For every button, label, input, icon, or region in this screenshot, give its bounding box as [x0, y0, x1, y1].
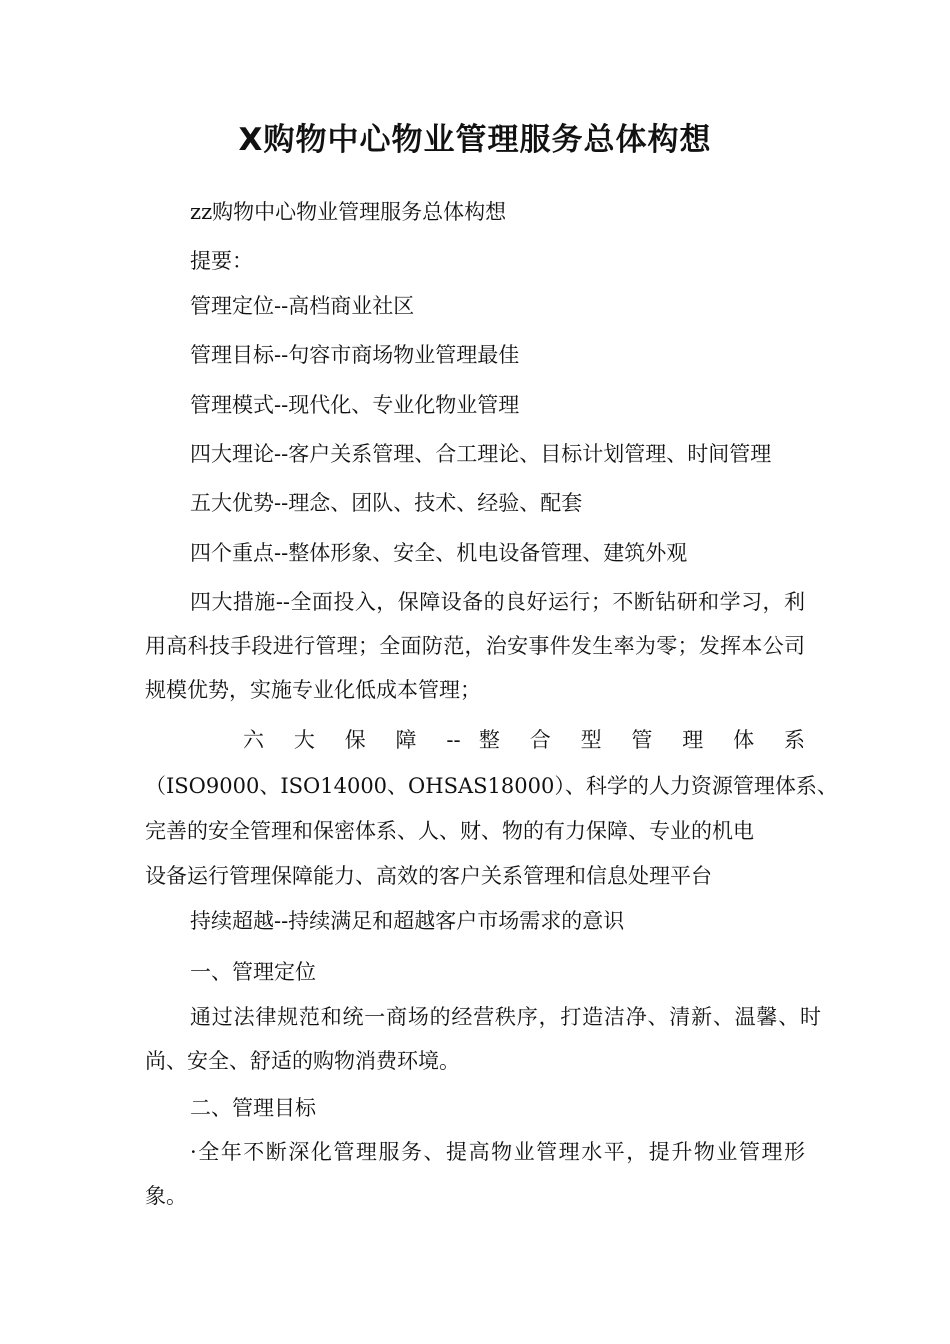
- subtitle: zz购物中心物业管理服务总体构想: [190, 200, 507, 224]
- guarantees-lead: 六 大 保 障 -- 整 合 型 管 理 体 系: [243, 728, 805, 752]
- section2-heading: 二、管理目标: [190, 1096, 316, 1120]
- guarantees-line: 设备运行管理保障能力、高效的客户关系管理和信息处理平台: [145, 864, 712, 888]
- summary-heading: 提要：: [190, 249, 253, 273]
- section2-body: ·全年不断深化管理服务、提高物业管理水平，提升物业管理形象。: [145, 1140, 805, 1208]
- guarantees-line: 完善的安全管理和保密体系、人、财、物的有力保障、专业的机电: [145, 819, 754, 843]
- summary-line-theories: 四大理论--客户关系管理、合工理论、目标计划管理、时间管理: [190, 442, 772, 466]
- summary-line-advantages: 五大优势--理念、团队、技术、经验、配套: [190, 491, 583, 515]
- continuous-line: 持续超越--持续满足和超越客户市场需求的意识: [190, 909, 625, 933]
- section1-heading: 一、管理定位: [190, 960, 316, 984]
- document-title: X购物中心物业管理服务总体构想: [238, 122, 712, 158]
- section1-body: 通过法律规范和统一商场的经营秩序，打造洁净、清新、温馨、时尚、安全、舒适的购物消费环境。: [145, 1005, 821, 1073]
- guarantees-line: （ISO9000、ISO14000、OHSAS18000）、科学的人力资源管理体系、: [145, 774, 838, 798]
- summary-line-positioning: 管理定位--高档商业社区: [190, 294, 415, 318]
- summary-line-target: 管理目标--句容市商场物业管理最佳: [190, 343, 520, 367]
- summary-line-focus: 四个重点--整体形象、安全、机电设备管理、建筑外观: [190, 541, 688, 565]
- measures-paragraph: 四大措施--全面投入，保障设备的良好运行；不断钻研和学习，利用高科技手段进行管理；全面防范，治安事件发生率为零；发挥本公司规模优势，实施专业化低成本管理；: [145, 590, 805, 702]
- guarantees-paragraph: [145, 764, 838, 899]
- summary-line-mode: 管理模式--现代化、专业化物业管理: [190, 393, 520, 417]
